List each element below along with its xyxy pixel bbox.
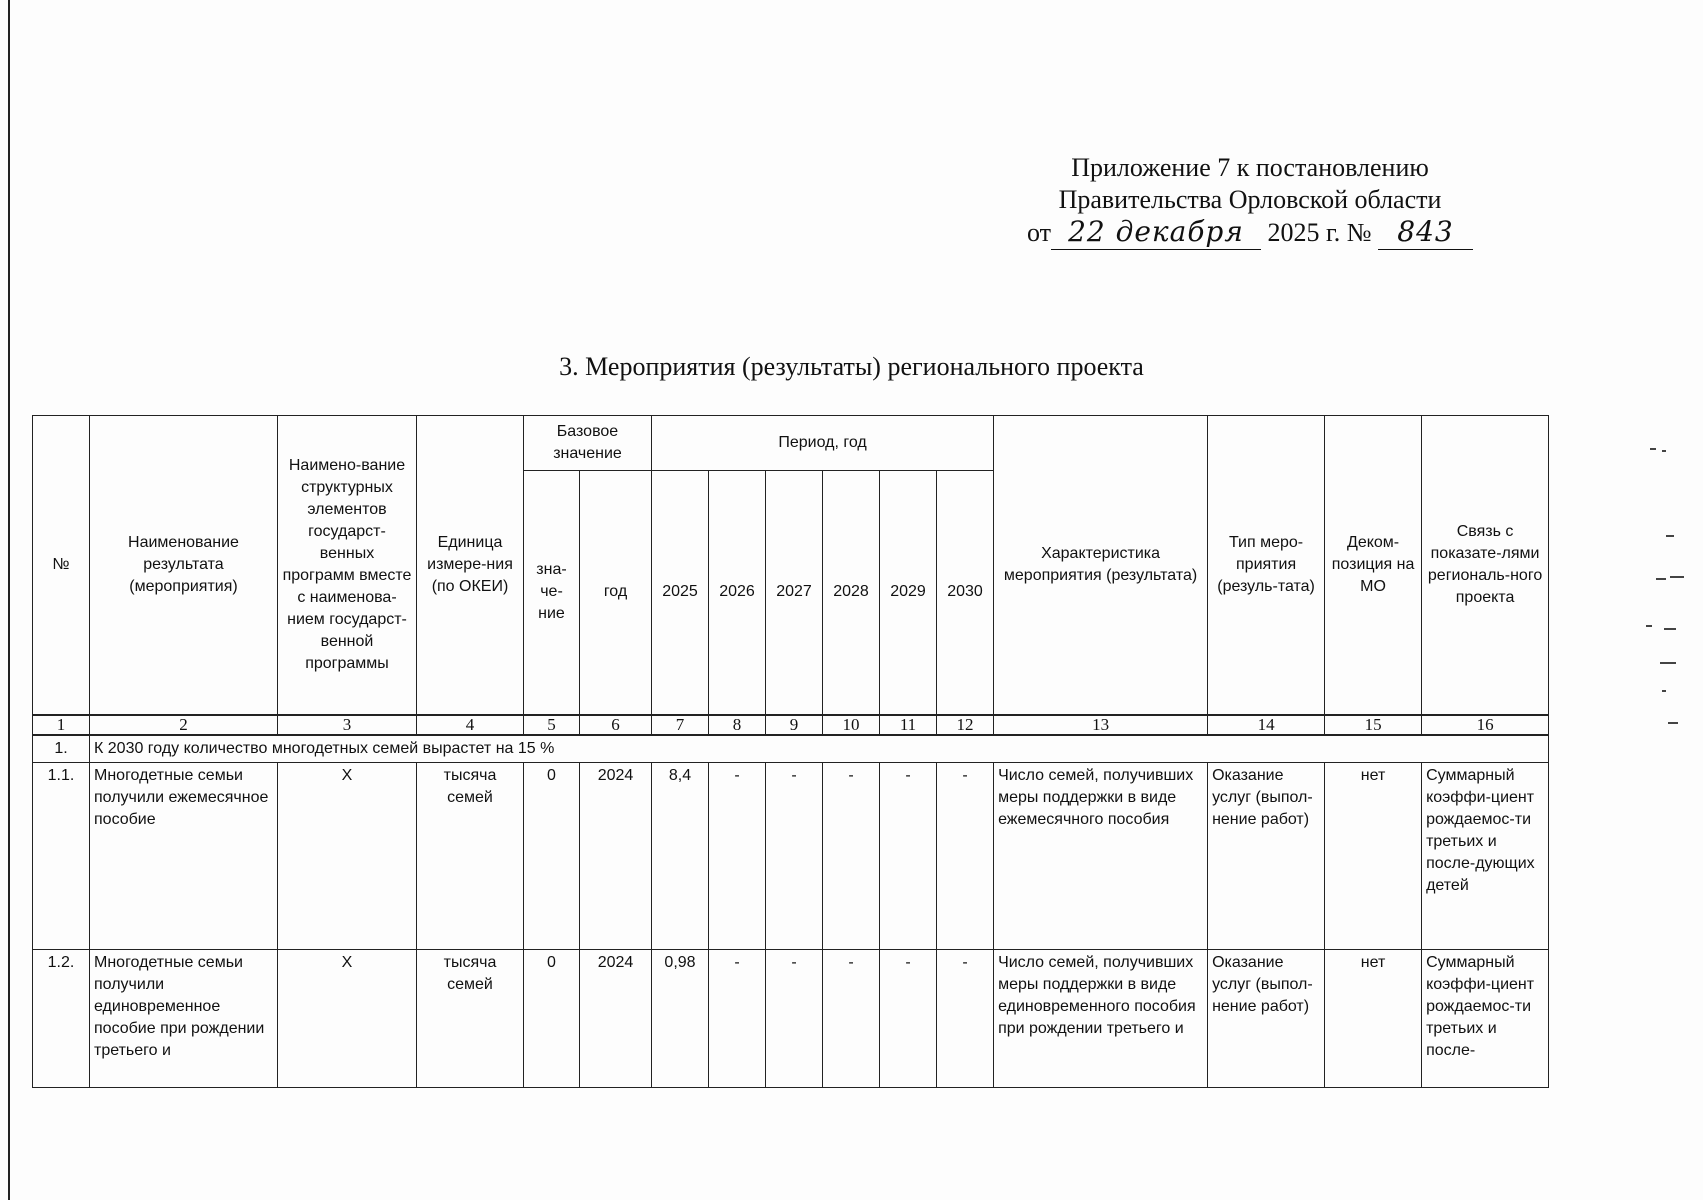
header-row-1 [33, 416, 1549, 471]
row-base-value: 0 [524, 762, 580, 949]
col-header-decomposition: Деком-позиция на МО [1325, 416, 1422, 715]
col-number: 5 [524, 715, 580, 735]
col-header-unit: Единица измере-ния (по ОКЕИ) [417, 416, 524, 715]
row-2029: - [880, 762, 937, 949]
handwritten-number: 843 [1378, 216, 1473, 250]
col-header-2027: 2027 [766, 471, 823, 715]
col-header-num: № [33, 416, 90, 715]
section-title: 3. Мероприятия (результаты) регионального проекта [559, 352, 1144, 381]
row-num: 1.2. [33, 949, 90, 1087]
col-header-base-year: год [580, 471, 652, 715]
row-type: Оказание услуг (выпол-нение работ) [1208, 762, 1325, 949]
row-2025: 0,98 [652, 949, 709, 1087]
col-header-base-value: Базовое значение [524, 416, 652, 471]
col-number: 10 [823, 715, 880, 735]
row-struct: Х [278, 762, 417, 949]
col-number: 9 [766, 715, 823, 735]
col-header-type: Тип меро-приятия (резуль-тата) [1208, 416, 1325, 715]
row-struct: Х [278, 949, 417, 1087]
header-line-2: Правительства Орловской области [1058, 185, 1442, 214]
col-number: 3 [278, 715, 417, 735]
row-2029: - [880, 949, 937, 1087]
row-2028: - [823, 762, 880, 949]
col-number: 2 [90, 715, 278, 735]
document-header [1000, 152, 1500, 250]
row-2025: 8,4 [652, 762, 709, 949]
col-number: 13 [994, 715, 1208, 735]
col-header-2028: 2028 [823, 471, 880, 715]
row-characteristic: Число семей, получивших меры поддержки в виде единовременного пособия при рождении третьего и [994, 949, 1208, 1087]
handwritten-date: 22 декабря [1051, 216, 1261, 250]
col-number: 16 [1422, 715, 1549, 735]
col-number: 7 [652, 715, 709, 735]
col-header-2025: 2025 [652, 471, 709, 715]
col-header-period: Период, год [652, 416, 994, 471]
table-row [33, 762, 1549, 949]
row-name: Многодетные семьи получили ежемесячное пособие [90, 762, 278, 949]
header-line-1: Приложение 7 к постановлению [1071, 153, 1429, 182]
col-header-link: Связь с показате-лями региональ-ного проекта [1422, 416, 1549, 715]
row-2030: - [937, 949, 994, 1087]
col-header-result-name: Наименование результата (мероприятия) [90, 416, 278, 715]
row-characteristic: Число семей, получивших меры поддержки в виде ежемесячного пособия [994, 762, 1208, 949]
col-header-characteristic: Характеристика мероприятия (результата) [994, 416, 1208, 715]
header-from: от [1026, 218, 1051, 247]
col-number: 12 [937, 715, 994, 735]
col-number: 8 [709, 715, 766, 735]
col-number: 4 [417, 715, 524, 735]
header-year: 2025 г. № [1267, 218, 1372, 247]
row-2028: - [823, 949, 880, 1087]
row-base-year: 2024 [580, 949, 652, 1087]
row-base-value: 0 [524, 949, 580, 1087]
col-number: 14 [1208, 715, 1325, 735]
row-link: Суммарный коэффи-циент рождаемос-ти третьих и после- [1422, 949, 1549, 1087]
row-2027: - [766, 762, 823, 949]
row-2026: - [709, 762, 766, 949]
col-header-base-val: зна-че-ние [524, 471, 580, 715]
row-decomposition: нет [1325, 762, 1422, 949]
row-name: Многодетные семьи получили единовременное пособие при рождении третьего и [90, 949, 278, 1087]
column-numbers-row [33, 715, 1549, 735]
row-unit: тысяча семей [417, 949, 524, 1087]
col-number: 15 [1325, 715, 1422, 735]
row-2026: - [709, 949, 766, 1087]
col-number: 1 [33, 715, 90, 735]
col-number: 6 [580, 715, 652, 735]
row-type: Оказание услуг (выпол-нение работ) [1208, 949, 1325, 1087]
col-header-2026: 2026 [709, 471, 766, 715]
page-edge-line [8, 0, 10, 1200]
scan-margin-marks [1640, 440, 1700, 740]
col-header-2030: 2030 [937, 471, 994, 715]
table-row [33, 949, 1549, 1087]
col-number: 11 [880, 715, 937, 735]
row-base-year: 2024 [580, 762, 652, 949]
col-header-struct-elements: Наимено-вание структурных элементов государст-венных программ вместе с наименова-нием государст-венной программы [278, 416, 417, 715]
section-num: 1. [33, 735, 90, 763]
row-2030: - [937, 762, 994, 949]
col-header-2029: 2029 [880, 471, 937, 715]
section-text: К 2030 году количество многодетных семей вырастет на 15 % [90, 735, 1549, 763]
row-num: 1.1. [33, 762, 90, 949]
row-unit: тысяча семей [417, 762, 524, 949]
section-row [33, 735, 1549, 763]
row-2027: - [766, 949, 823, 1087]
header-line-3 [1000, 216, 1500, 250]
measures-table [32, 415, 1549, 1088]
row-link: Суммарный коэффи-циент рождаемос-ти третьих и после-дующих детей [1422, 762, 1549, 949]
row-decomposition: нет [1325, 949, 1422, 1087]
